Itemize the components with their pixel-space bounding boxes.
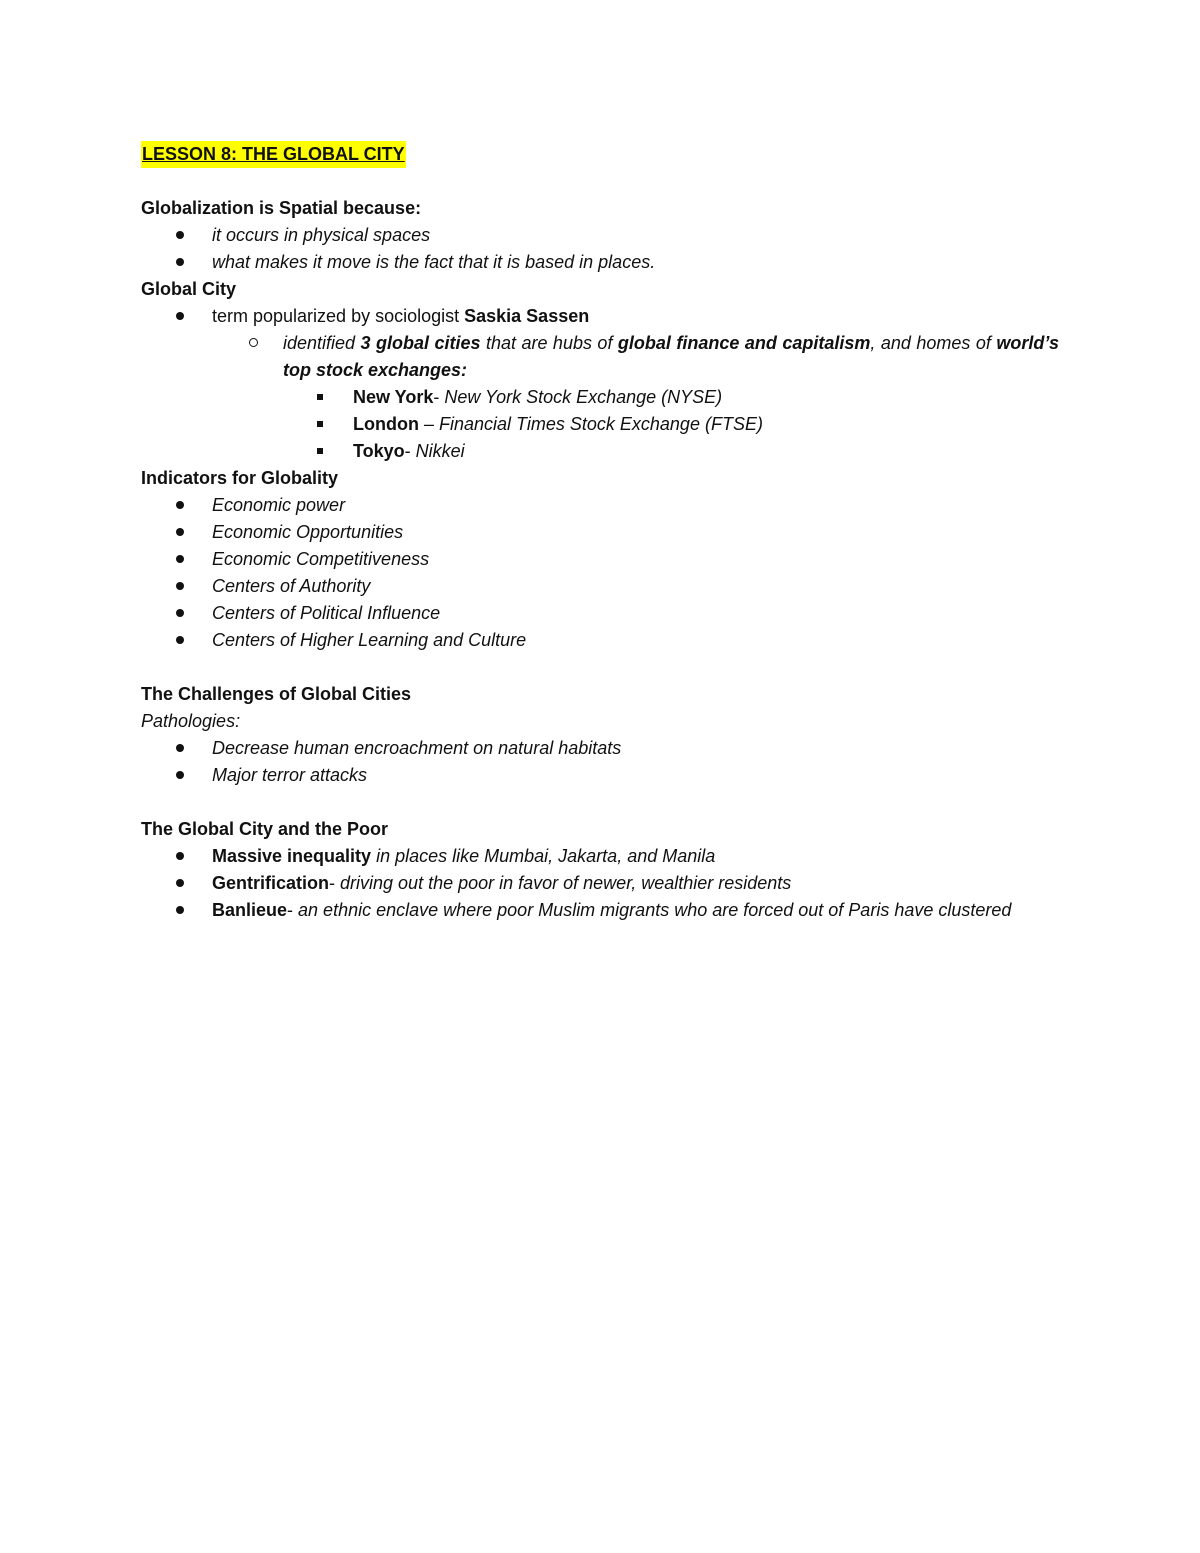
heading-spatial: Globalization is Spatial because:: [141, 198, 422, 218]
list-item: Massive inequality in places like Mumbai, Jakarta, and Manila: [141, 843, 1059, 870]
spacer: [141, 168, 1059, 195]
list-item: Centers of Authority: [141, 573, 1059, 600]
bullet-icon: [174, 573, 186, 600]
circle-bullet-icon: [249, 330, 258, 357]
list-item: Economic power: [141, 492, 1059, 519]
spacer: [141, 654, 1059, 681]
bullet-icon: [174, 492, 186, 519]
bullet-icon: [174, 627, 186, 654]
bullet-icon: [174, 303, 186, 330]
square-bullet-icon: [317, 411, 323, 438]
list-item: it occurs in physical spaces: [141, 222, 1059, 249]
list-item: Centers of Higher Learning and Culture: [141, 627, 1059, 654]
document-content: [141, 141, 1059, 924]
square-bullet-icon: [317, 438, 323, 465]
lesson-title: LESSON 8: THE GLOBAL CITY: [141, 141, 406, 168]
bullet-icon: [174, 762, 186, 789]
list-item: London – Financial Times Stock Exchange (FTSE): [141, 411, 1059, 438]
list-poor: [141, 843, 1059, 924]
title-line: [141, 141, 1059, 168]
bullet-icon: [174, 546, 186, 573]
list-item: identified 3 global cities that are hubs of global finance and capitalism, and homes of world’s top stock exchanges:: [141, 330, 1059, 384]
list-item: Economic Opportunities: [141, 519, 1059, 546]
bullet-icon: [174, 843, 186, 870]
list-item: what makes it move is the fact that it is based in places.: [141, 249, 1059, 276]
list-item: term popularized by sociologist Saskia Sassen: [141, 303, 1059, 330]
bullet-icon: [174, 600, 186, 627]
bullet-icon: [174, 897, 186, 924]
list-item: Gentrification- driving out the poor in favor of newer, wealthier residents: [141, 870, 1059, 897]
bullet-icon: [174, 222, 186, 249]
list-indicators: [141, 492, 1059, 654]
bullet-icon: [174, 519, 186, 546]
spacer: [141, 789, 1059, 816]
heading-global-city: Global City: [141, 279, 237, 299]
list-challenges: [141, 735, 1059, 789]
list-item: New York- New York Stock Exchange (NYSE): [141, 384, 1059, 411]
heading-challenges: The Challenges of Global Cities: [141, 684, 412, 704]
subheading-pathologies: Pathologies:: [141, 711, 241, 731]
list-item: Tokyo- Nikkei: [141, 438, 1059, 465]
list-item: Major terror attacks: [141, 762, 1059, 789]
list-spatial: [141, 222, 1059, 276]
list-item: Centers of Political Influence: [141, 600, 1059, 627]
square-bullet-icon: [317, 384, 323, 411]
bullet-icon: [174, 249, 186, 276]
heading-indicators: Indicators for Globality: [141, 468, 339, 488]
bullet-icon: [174, 735, 186, 762]
list-item: Economic Competitiveness: [141, 546, 1059, 573]
list-item: Decrease human encroachment on natural habitats: [141, 735, 1059, 762]
list-item: Banlieue- an ethnic enclave where poor Muslim migrants who are forced out of Paris have clustered: [141, 897, 1059, 924]
heading-poor: The Global City and the Poor: [141, 819, 389, 839]
list-global-city: [141, 303, 1059, 465]
bullet-icon: [174, 870, 186, 897]
